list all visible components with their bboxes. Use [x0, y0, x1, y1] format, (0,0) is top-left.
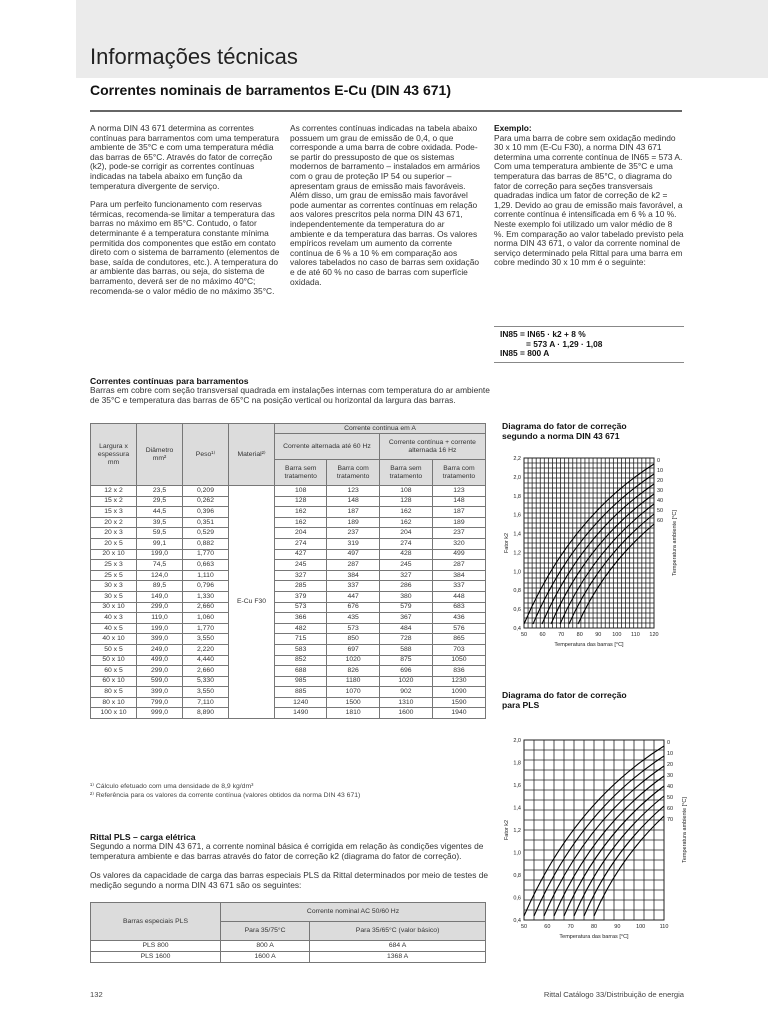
section-subtitle: Correntes nominais de barramentos E-Cu (DIN 43 671) — [90, 82, 451, 98]
table-cell: 0,351 — [183, 517, 229, 528]
table-cell: 1368 A — [310, 952, 486, 963]
table-cell: 1180 — [327, 676, 379, 687]
table-cell: 696 — [379, 666, 432, 677]
table-cell: 3,550 — [183, 634, 229, 645]
diagram-title-line: segundo a norma DIN 43 671 — [502, 431, 620, 441]
table-cell: 59,5 — [137, 528, 183, 539]
table-cell: 237 — [432, 528, 485, 539]
table-row — [91, 538, 486, 549]
divider — [90, 110, 682, 112]
right-tick-label: 40 — [667, 784, 674, 790]
diagram-title-line: Diagrama do fator de correção — [502, 690, 627, 700]
table-row — [91, 623, 486, 634]
y-tick-label: 1,6 — [513, 783, 521, 789]
table-cell: 683 — [432, 602, 485, 613]
y-tick-label: 1,6 — [513, 512, 521, 519]
table-cell: 149,0 — [137, 591, 183, 602]
table-cell: 1600 — [379, 708, 432, 719]
current-table — [90, 423, 486, 719]
table-cell: 579 — [379, 602, 432, 613]
table-cell: 337 — [327, 581, 379, 592]
diagram-title-line: para PLS — [502, 700, 540, 710]
col-header-weight: Peso¹⁾ — [183, 424, 229, 486]
table-cell: 1090 — [432, 687, 485, 698]
y-tick-label: 0,8 — [513, 588, 521, 595]
table-cell: 285 — [275, 581, 327, 592]
table-cell: 688 — [275, 666, 327, 677]
table-cell: 3,550 — [183, 687, 229, 698]
col-header-diameter: Diâmetro mm² — [137, 424, 183, 486]
table-cell: 148 — [327, 496, 379, 507]
col-header-treated: Barra com tratamento — [432, 460, 485, 486]
table-cell: 1020 — [379, 676, 432, 687]
table-cell: 1020 — [327, 655, 379, 666]
table-cell: 1810 — [327, 708, 379, 719]
table-cell: 128 — [275, 496, 327, 507]
table-cell: PLS 800 — [91, 941, 221, 952]
x-tick-label: 110 — [659, 924, 669, 930]
right-tick-label: 50 — [667, 795, 674, 801]
table-row — [91, 708, 486, 719]
right-tick-label: 10 — [657, 468, 664, 474]
diagram-title-line: Diagrama do fator de correção — [502, 421, 627, 431]
table-cell: 676 — [327, 602, 379, 613]
table-cell: 484 — [379, 623, 432, 634]
table-cell: 1,770 — [183, 549, 229, 560]
table-cell: 0,209 — [183, 486, 229, 497]
table-cell: 80 x 10 — [91, 697, 137, 708]
table-cell: 826 — [327, 666, 379, 677]
table-cell: 583 — [275, 644, 327, 655]
table-cell: 1240 — [275, 697, 327, 708]
table-cell: 1490 — [275, 708, 327, 719]
y-tick-label: 0,4 — [513, 918, 521, 924]
table-cell: 497 — [327, 549, 379, 560]
diagram2-title — [502, 690, 627, 710]
table-cell: 15 x 2 — [91, 496, 137, 507]
right-tick-label: 40 — [657, 498, 664, 504]
col-header-ac: Corrente alternada até 60 Hz — [275, 434, 380, 460]
example-column — [494, 124, 684, 268]
table-cell: 249,0 — [137, 644, 183, 655]
table-cell: 447 — [327, 591, 379, 602]
table-cell: 2,660 — [183, 602, 229, 613]
table-cell: 20 x 2 — [91, 517, 137, 528]
table-cell: 40 x 3 — [91, 613, 137, 624]
x-tick-label: 50 — [520, 924, 528, 930]
table-cell: 299,0 — [137, 666, 183, 677]
table-cell: 800 A — [221, 941, 310, 952]
table-cell: 4,440 — [183, 655, 229, 666]
table-row — [91, 613, 486, 624]
right-tick-label: 20 — [667, 762, 674, 768]
table-cell: 162 — [275, 507, 327, 518]
table-cell: 25 x 3 — [91, 560, 137, 571]
formula-line: IN85 = IN65 · k2 + 8 % — [500, 329, 586, 339]
y-tick-label: 1,8 — [513, 493, 521, 500]
table-cell: 0,796 — [183, 581, 229, 592]
col-header-35-75: Para 35/75°C — [221, 922, 310, 941]
table-row — [91, 941, 486, 952]
y-axis-label: Fator k2 — [504, 819, 510, 841]
table-cell: 148 — [432, 496, 485, 507]
table-cell: 2,220 — [183, 644, 229, 655]
table-cell: 380 — [379, 591, 432, 602]
table-cell: 320 — [432, 538, 485, 549]
intro-column-1 — [90, 124, 280, 305]
table-cell: 0,262 — [183, 496, 229, 507]
table-cell: 1,770 — [183, 623, 229, 634]
table-cell: 128 — [379, 496, 432, 507]
table-cell: 30 x 5 — [91, 591, 137, 602]
y-tick-label: 1,8 — [513, 760, 521, 767]
y-axis-label: Fator k2 — [504, 532, 510, 554]
col-header-nominal: Corrente nominal AC 50/60 Hz — [221, 903, 486, 922]
table-row — [91, 655, 486, 666]
right-tick-label: 20 — [657, 478, 664, 484]
table-cell: 902 — [379, 687, 432, 698]
table-row — [91, 570, 486, 581]
table-cell: 1050 — [432, 655, 485, 666]
table-cell: PLS 1600 — [91, 952, 221, 963]
right-tick-label: 50 — [657, 508, 664, 514]
x-tick-label: 80 — [576, 632, 583, 638]
right-tick-label: 0 — [657, 458, 661, 464]
table-row — [91, 644, 486, 655]
table-cell: 435 — [327, 613, 379, 624]
table-cell: 50 x 10 — [91, 655, 137, 666]
table-cell: 697 — [327, 644, 379, 655]
table-cell: 245 — [379, 560, 432, 571]
x-tick-label: 70 — [558, 632, 565, 638]
table1-title: Correntes contínuas para barramentos — [90, 376, 249, 386]
table-cell: 1500 — [327, 697, 379, 708]
table-cell: 1600 A — [221, 952, 310, 963]
table-cell: 1230 — [432, 676, 485, 687]
table-cell: 399,0 — [137, 634, 183, 645]
table-cell: 576 — [432, 623, 485, 634]
table-row — [91, 496, 486, 507]
table-cell: 1590 — [432, 697, 485, 708]
col-header-width: Largura x espessura mm — [91, 424, 137, 486]
example-text: Com uma temperatura ambiente de 35°C e uma temperatura das barras de 85°C, o diagrama do fator de correção para seções transversais quadradas indica um fator de correção de k2 = 1,29. Devido ao grau de emissão mais favorável, a corrente contínua é intensificada em 6 % a 10 %. Neste exemplo foi utilizado um valor médio de 8 %. Em comparação ao valor tabelado previsto pela norma DIN 43 671, o valor da corrente nominal de serviço determinado pela Rittal para uma barra em cobre medindo 30 x 10 mm é o seguinte: — [494, 161, 684, 268]
y-tick-label: 1,4 — [513, 531, 521, 538]
table-row — [91, 591, 486, 602]
table-cell: 40 x 5 — [91, 623, 137, 634]
table-cell: 287 — [327, 560, 379, 571]
table-cell: 299,0 — [137, 602, 183, 613]
table-row — [91, 507, 486, 518]
material-cell: E-Cu F30 — [229, 486, 275, 719]
col-header-current: Corrente contínua em A — [275, 424, 486, 434]
right-tick-label: 60 — [657, 518, 664, 524]
table-cell: 30 x 3 — [91, 581, 137, 592]
example-label: Exemplo: — [494, 123, 532, 133]
pls-text: Segundo a norma DIN 43 671, a corrente nominal básica é corrigida em relação às condições vigentes de temperatura ambiente e das barras através do fator de correção k2 (diagrama do fator de correção). — [90, 841, 484, 861]
table-row — [91, 952, 486, 963]
col-header-material: Material²⁾ — [229, 424, 275, 486]
formula-line: IN85 = 800 A — [500, 348, 550, 359]
table-cell: 599,0 — [137, 676, 183, 687]
right-tick-label: 60 — [667, 806, 674, 812]
table-cell: 23,5 — [137, 486, 183, 497]
col-header-untreated: Barra sem tratamento — [379, 460, 432, 486]
table-cell: 237 — [327, 528, 379, 539]
right-tick-label: 70 — [667, 817, 674, 823]
pls-text: Os valores da capacidade de carga das barras especiais PLS da Rittal determinados por meio de testes de medição segundo a norma DIN 43 671 são os seguintes: — [90, 870, 489, 890]
table-row — [91, 549, 486, 560]
right-tick-label: 30 — [657, 488, 664, 494]
table-row — [91, 666, 486, 677]
table-cell: 0,529 — [183, 528, 229, 539]
col-header-acdc: Corrente contínua + corrente alternada 16 Hz — [379, 434, 485, 460]
table-row — [91, 581, 486, 592]
formula-line: = 573 A · 1,29 · 1,08 — [526, 338, 603, 349]
table-cell: 100 x 10 — [91, 708, 137, 719]
table-cell: 836 — [432, 666, 485, 677]
table-cell: 0,663 — [183, 560, 229, 571]
x-axis-label: Temperatura das barras [°C] — [554, 642, 624, 648]
table-cell: 999,0 — [137, 708, 183, 719]
table-cell: 337 — [432, 581, 485, 592]
x-axis-label: Temperatura das barras [°C] — [559, 934, 629, 940]
table-cell: 74,5 — [137, 560, 183, 571]
col-header-treated: Barra com tratamento — [327, 460, 379, 486]
table-cell: 204 — [379, 528, 432, 539]
table-cell: 39,5 — [137, 517, 183, 528]
y-tick-label: 0,6 — [513, 895, 521, 902]
table-cell: 684 A — [310, 941, 486, 952]
table-row — [91, 517, 486, 528]
table-row — [91, 602, 486, 613]
table-cell: 865 — [432, 634, 485, 645]
x-tick-label: 60 — [539, 632, 546, 638]
table-cell: 20 x 5 — [91, 538, 137, 549]
table-cell: 287 — [432, 560, 485, 571]
catalog-footer: Rittal Catálogo 33/Distribuição de energia — [543, 990, 684, 999]
table-cell: 1940 — [432, 708, 485, 719]
table-cell: 108 — [275, 486, 327, 497]
table-cell: 5,330 — [183, 676, 229, 687]
table-cell: 60 x 5 — [91, 666, 137, 677]
col-header-untreated: Barra sem tratamento — [275, 460, 327, 486]
y-tick-label: 0,4 — [513, 626, 521, 632]
table-row — [91, 634, 486, 645]
table-cell: 274 — [275, 538, 327, 549]
table-cell: 80 x 5 — [91, 687, 137, 698]
table-cell: 427 — [275, 549, 327, 560]
table-row — [91, 486, 486, 497]
correction-factor-diagram-din — [500, 446, 690, 658]
x-tick-label: 90 — [614, 924, 621, 930]
x-tick-label: 80 — [590, 924, 598, 930]
table-row — [91, 676, 486, 687]
table-cell: 204 — [275, 528, 327, 539]
x-tick-label: 120 — [649, 632, 659, 638]
y-tick-label: 2,2 — [513, 456, 521, 462]
table-cell: 189 — [327, 517, 379, 528]
table-cell: 286 — [379, 581, 432, 592]
table-cell: 573 — [327, 623, 379, 634]
table-cell: 850 — [327, 634, 379, 645]
table-cell: 799,0 — [137, 697, 183, 708]
x-tick-label: 110 — [631, 632, 640, 638]
table-cell: 189 — [432, 517, 485, 528]
table-cell: 885 — [275, 687, 327, 698]
table-cell: 0,396 — [183, 507, 229, 518]
x-tick-label: 100 — [636, 924, 646, 930]
correction-factor-diagram-pls — [492, 728, 692, 948]
table-cell: 499 — [432, 549, 485, 560]
table-cell: 1,330 — [183, 591, 229, 602]
table-cell: 162 — [379, 507, 432, 518]
table-cell: 703 — [432, 644, 485, 655]
intro-column-2 — [290, 124, 480, 296]
table-cell: 384 — [432, 570, 485, 581]
table-cell: 187 — [327, 507, 379, 518]
table-cell: 852 — [275, 655, 327, 666]
pls-table — [90, 902, 486, 963]
table-cell: 245 — [275, 560, 327, 571]
page-title: Informações técnicas — [90, 44, 298, 69]
table-cell: 199,0 — [137, 623, 183, 634]
table-cell: 274 — [379, 538, 432, 549]
y-tick-label: 1,2 — [513, 828, 521, 834]
table-row — [91, 697, 486, 708]
y-tick-label: 1,0 — [513, 569, 521, 576]
example-text: Para uma barra de cobre sem oxidação medindo 30 x 10 mm (E-Cu F30), a norma DIN 43 671 determina uma corrente contínua de IN65 = 573 A. — [494, 132, 683, 162]
page-header — [76, 0, 768, 78]
table-cell: 448 — [432, 591, 485, 602]
table-row — [91, 687, 486, 698]
right-tick-label: 10 — [667, 751, 674, 757]
paragraph: Para um perfeito funcionamento com reservas térmicas, recomenda-se limitar a temperatura das barras no máximo em 85°C. Contudo, o fator determinante é a temperatura constante mínima permitida dos componentes que estão em contato direto com o sistema de barramento (elementos de base, saída de condutores, etc.). A temperatura do ar ambiente das barras, ou seja, do sistema de barramento, deverá ser de no máximo 40°C; recomenda-se o valor médio de no máximo 35°C. — [90, 199, 280, 296]
table-cell: 15 x 3 — [91, 507, 137, 518]
x-tick-label: 90 — [595, 632, 602, 638]
y-tick-label: 0,8 — [513, 873, 521, 879]
table-cell: 366 — [275, 613, 327, 624]
table-cell: 327 — [275, 570, 327, 581]
table-cell: 50 x 5 — [91, 644, 137, 655]
table-cell: 875 — [379, 655, 432, 666]
table-cell: 327 — [379, 570, 432, 581]
table-cell: 25 x 5 — [91, 570, 137, 581]
x-tick-label: 50 — [520, 632, 528, 638]
table-cell: 89,5 — [137, 581, 183, 592]
page-number: 132 — [90, 990, 103, 999]
table-cell: 20 x 10 — [91, 549, 137, 560]
diagram1-title — [502, 421, 627, 441]
table-cell: 715 — [275, 634, 327, 645]
table-cell: 588 — [379, 644, 432, 655]
table-cell: 573 — [275, 602, 327, 613]
table-cell: 12 x 2 — [91, 486, 137, 497]
table-cell: 319 — [327, 538, 379, 549]
col-header-35-65: Para 35/65°C (valor básico) — [310, 922, 486, 941]
table-cell: 1310 — [379, 697, 432, 708]
table-cell: 29,5 — [137, 496, 183, 507]
right-tick-label: 0 — [667, 740, 671, 746]
table1-intro: Barras em cobre com seção transversal quadrada em instalações internas com temperatura do ar ambiente de 35°C e temperatura das barras de 65°C na posição vertical ou horizontal da largura das barras. — [90, 385, 490, 405]
table-cell: 123 — [327, 486, 379, 497]
col-header-bars: Barras especiais PLS — [91, 903, 221, 941]
x-tick-label: 70 — [567, 924, 574, 930]
table-cell: 367 — [379, 613, 432, 624]
table-cell: 499,0 — [137, 655, 183, 666]
table-cell: 119,0 — [137, 613, 183, 624]
right-axis-label: Temperatura ambiente [°C] — [672, 510, 678, 576]
table-cell: 1070 — [327, 687, 379, 698]
table-cell: 162 — [275, 517, 327, 528]
table-cell: 399,0 — [137, 687, 183, 698]
table-row — [91, 528, 486, 539]
table-cell: 428 — [379, 549, 432, 560]
table-cell: 199,0 — [137, 549, 183, 560]
table-cell: 436 — [432, 613, 485, 624]
table-row — [91, 560, 486, 571]
x-tick-label: 60 — [544, 924, 551, 930]
table-cell: 20 x 3 — [91, 528, 137, 539]
x-tick-label: 100 — [612, 632, 622, 638]
table-cell: 0,882 — [183, 538, 229, 549]
table-cell: 124,0 — [137, 570, 183, 581]
table-cell: 60 x 10 — [91, 676, 137, 687]
right-tick-label: 30 — [667, 773, 674, 779]
table-cell: 123 — [432, 486, 485, 497]
table-cell: 728 — [379, 634, 432, 645]
table-cell: 985 — [275, 676, 327, 687]
paragraph: A norma DIN 43 671 determina as correntes contínuas para barramentos com uma temperatura ambiente de 35°C e com uma temperatura média das barras de 65°C. Através do fator de correção (k2), pode-se corrigir as correntes contínuas indicadas na tabela abaixo em função da temperatura divergente de serviço. — [90, 123, 279, 191]
footnote: ¹⁾ Cálculo efetuado com uma densidade de 8,9 kg/dm³ — [90, 783, 254, 790]
table-cell: 1,110 — [183, 570, 229, 581]
table-cell: 7,110 — [183, 697, 229, 708]
table-cell: 1,060 — [183, 613, 229, 624]
table-cell: 99,1 — [137, 538, 183, 549]
y-tick-label: 2,0 — [513, 474, 521, 481]
y-tick-label: 1,2 — [513, 550, 521, 557]
table-cell: 379 — [275, 591, 327, 602]
table-cell: 187 — [432, 507, 485, 518]
y-tick-label: 1,0 — [513, 850, 521, 857]
table-cell: 8,890 — [183, 708, 229, 719]
table-cell: 2,660 — [183, 666, 229, 677]
table-cell: 40 x 10 — [91, 634, 137, 645]
table-cell: 162 — [379, 517, 432, 528]
table-cell: 384 — [327, 570, 379, 581]
table-cell: 482 — [275, 623, 327, 634]
formula-box — [494, 326, 684, 363]
y-tick-label: 0,6 — [513, 607, 521, 614]
y-tick-label: 2,0 — [513, 738, 521, 744]
table-cell: 30 x 10 — [91, 602, 137, 613]
right-axis-label: Temperatura ambiente [°C] — [682, 797, 688, 863]
pls-title: Rittal PLS – carga elétrica — [90, 832, 196, 842]
table-cell: 44,5 — [137, 507, 183, 518]
paragraph: As correntes contínuas indicadas na tabela abaixo possuem um grau de emissão de 0,4, o que corresponde a uma barra de cobre oxidada. Pode-se partir do pressuposto de que os sistemas modernos de barramento – instalados em armários com o grau de proteção IP 54 ou superior – apresentam graus de emissão mais favoráveis. Além disso, um grau de emissão mais favorável pode aumentar as correntes contínuas em relação aos valores prescritos pela norma DIN 43 671, independentemente da temperatura do ar ambiente e da temperatura das barras. Os valores empíricos revelam um aumento da corrente contínua de 6 % a 10 % em comparação aos valores tabelados no caso de barras sem oxidação e de até 60 % no caso de barras com superfície oxidada. — [290, 123, 480, 287]
table-cell: 108 — [379, 486, 432, 497]
y-tick-label: 1,4 — [513, 805, 521, 812]
footnote: ²⁾ Referência para os valores da corrente contínua (valores obtidos da norma DIN 43 671) — [90, 792, 361, 799]
